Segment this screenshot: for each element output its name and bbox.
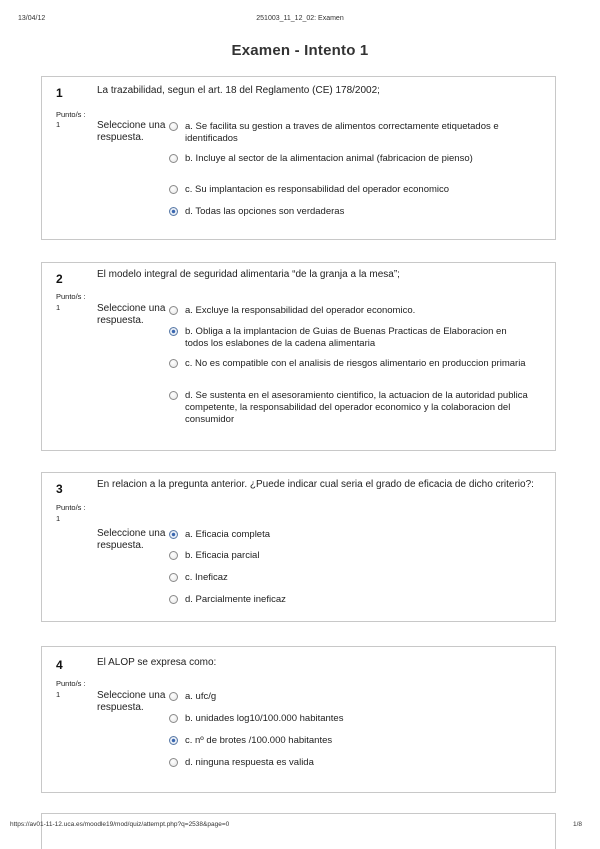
print-footer	[0, 821, 600, 833]
print-date: 13/04/12	[18, 15, 46, 22]
radio-button-selected[interactable]	[169, 530, 178, 539]
radio-button[interactable]	[169, 758, 178, 767]
radio-button[interactable]	[169, 573, 178, 582]
answer-label: b. Incluye al sector de la alimentacion animal (fabricacion de pienso)	[185, 153, 473, 164]
answer-label: d. ninguna respuesta es valida	[185, 757, 314, 768]
points-label: Punto/s :	[56, 679, 86, 688]
radio-button[interactable]	[169, 714, 178, 723]
answer-label: b. Obliga a la implantacion de Guias de Buenas Practicas de Elaboracion en todos los eslabones de la cadena alimentaria	[185, 326, 507, 349]
answer-prompt: Seleccione una respuesta.	[97, 303, 166, 326]
question-number: 3	[56, 482, 63, 496]
question-number: 4	[56, 658, 63, 672]
points-value: 1	[56, 303, 61, 312]
radio-button[interactable]	[169, 692, 178, 701]
answer-label: c. nº de brotes /100.000 habitantes	[185, 735, 333, 746]
radio-button[interactable]	[169, 595, 178, 604]
radio-button[interactable]	[169, 122, 178, 131]
radio-button[interactable]	[169, 391, 178, 400]
question-number: 2	[56, 272, 63, 286]
print-header	[0, 15, 600, 27]
answer-prompt: Seleccione una respuesta.	[97, 120, 166, 143]
answer-label: c. Ineficaz	[185, 572, 228, 583]
points-label: Punto/s :	[56, 503, 86, 512]
radio-button-selected[interactable]	[169, 736, 178, 745]
answer-label: b. unidades log10/100.000 habitantes	[185, 713, 344, 724]
radio-button[interactable]	[169, 154, 178, 163]
question-text: El modelo integral de seguridad alimentaria “de la granja a la mesa”;	[97, 269, 400, 280]
question-number: 1	[56, 86, 63, 100]
answer-label: b. Eficacia parcial	[185, 550, 260, 561]
answer-label: a. Se facilita su gestion a traves de alimentos correctamente etiquetados e identificados	[185, 121, 499, 144]
question-1	[41, 76, 556, 240]
points-label: Punto/s :	[56, 292, 86, 301]
question-text: En relacion a la pregunta anterior. ¿Puede indicar cual seria el grado de eficacia de dicho criterio?:	[97, 479, 534, 490]
answer-label: c. Su implantacion es responsabilidad del operador economico	[185, 184, 450, 195]
answer-label: d. Parcialmente ineficaz	[185, 594, 286, 605]
answer-label: d. Se sustenta en el asesoramiento cientifico, la actuacion de la autoridad publica competente, la responsabilidad del operador economico y la colaboracion del consumidor	[185, 390, 528, 425]
answer-label: a. Excluye la responsabilidad del operador economico.	[185, 305, 416, 316]
question-text: El ALOP se expresa como:	[97, 657, 217, 668]
radio-button-selected[interactable]	[169, 327, 178, 336]
print-page-number: 1/8	[572, 821, 582, 828]
page-title: Examen - Intento 1	[231, 42, 369, 59]
points-value: 1	[56, 690, 61, 699]
question-2	[41, 262, 556, 451]
answer-label: a. ufc/g	[185, 691, 217, 702]
print-url: https://av01-11-12.uca.es/moodle19/mod/quiz/attempt.php?q=2538&page=0	[10, 821, 230, 828]
radio-button[interactable]	[169, 306, 178, 315]
print-document-title: 251003_11_12_02: Examen	[256, 15, 344, 22]
answer-label: d. Todas las opciones son verdaderas	[185, 206, 345, 217]
radio-button[interactable]	[169, 359, 178, 368]
answer-label: c. No es compatible con el analisis de riesgos alimentario en produccion primaria	[185, 358, 526, 369]
radio-button[interactable]	[169, 551, 178, 560]
answer-label: a. Eficacia completa	[185, 529, 271, 540]
question-4	[41, 646, 556, 793]
points-value: 1	[56, 120, 61, 129]
answer-prompt: Seleccione una respuesta.	[97, 690, 166, 713]
radio-button[interactable]	[169, 185, 178, 194]
points-label: Punto/s :	[56, 110, 86, 119]
question-3	[41, 472, 556, 622]
radio-button-selected[interactable]	[169, 207, 178, 216]
answer-prompt: Seleccione una respuesta.	[97, 528, 166, 551]
points-value: 1	[56, 514, 61, 523]
question-text: La trazabilidad, segun el art. 18 del Reglamento (CE) 178/2002;	[97, 85, 380, 96]
